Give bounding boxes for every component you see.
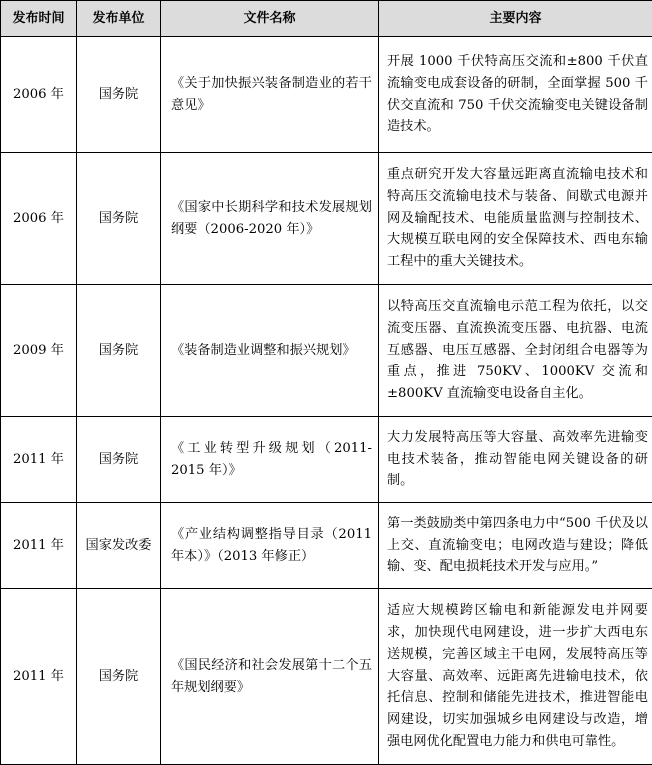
header-content: 主要内容 <box>379 1 652 37</box>
row-document: 《国家中长期科学和技术发展规划纲要（2006-2020 年）》 <box>161 153 379 285</box>
row-publisher: 国务院 <box>77 37 161 153</box>
row-publisher: 国务院 <box>77 417 161 503</box>
row-content: 第一类鼓励类中第四条电力中“500 千伏及以上交、直流输变电；电网改造与建设；降低输、变、配电损耗技术开发与应用。” <box>379 503 652 589</box>
row-document: 《工业转型升级规划（2011-2015 年）》 <box>161 417 379 503</box>
table-row <box>1 37 652 153</box>
row-document: 《国民经济和社会发展第十二个五年规划纲要》 <box>161 589 379 765</box>
row-publisher: 国务院 <box>77 153 161 285</box>
table-row <box>1 503 652 589</box>
header-publisher: 发布单位 <box>77 1 161 37</box>
header-date: 发布时间 <box>1 1 77 37</box>
table-row <box>1 153 652 285</box>
row-publisher: 国家发改委 <box>77 503 161 589</box>
row-content: 适应大规模跨区输电和新能源发电并网要求，加快现代电网建设，进一步扩大西电东送规模，完善区域主干电网，发展特高压等大容量、高效率、远距离先进输电技术，依托信息、控制和储能先进技术，推进智能电网建设，切实加强城乡电网建设与改造，增强电网优化配置电力能力和供电可靠性。 <box>379 589 652 765</box>
table-row <box>1 285 652 417</box>
table-row <box>1 589 652 765</box>
row-date: 2011 年 <box>1 417 77 503</box>
row-content: 重点研究开发大容量远距离直流输电技术和特高压交流输电技术与装备、间歇式电源并网及输配技术、电能质量监测与控制技术、大规模互联电网的安全保障技术、西电东输工程中的重大关键技术。 <box>379 153 652 285</box>
row-content: 开展 1000 千伏特高压交流和±800 千伏直流输变电成套设备的研制，全面掌握 500 千伏交直流和 750 千伏交流输变电关键设备制造技术。 <box>379 37 652 153</box>
row-content: 以特高压交直流输电示范工程为依托，以交流变压器、直流换流变压器、电抗器、电流互感器、电压互感器、全封闭组合电器等为重点，推进 750KV、1000KV 交流和±800KV 直流输变电设备自主化。 <box>379 285 652 417</box>
row-document: 《关于加快振兴装备制造业的若干意见》 <box>161 37 379 153</box>
row-date: 2006 年 <box>1 37 77 153</box>
row-date: 2011 年 <box>1 503 77 589</box>
row-publisher: 国务院 <box>77 589 161 765</box>
table-row <box>1 417 652 503</box>
row-date: 2011 年 <box>1 589 77 765</box>
row-document: 《装备制造业调整和振兴规划》 <box>161 285 379 417</box>
row-date: 2009 年 <box>1 285 77 417</box>
header-row <box>1 1 652 37</box>
row-document: 《产业结构调整指导目录（2011 年本）》（2013 年修正） <box>161 503 379 589</box>
row-content: 大力发展特高压等大容量、高效率先进输变电技术装备，推动智能电网关键设备的研制。 <box>379 417 652 503</box>
row-date: 2006 年 <box>1 153 77 285</box>
header-document: 文件名称 <box>161 1 379 37</box>
row-publisher: 国务院 <box>77 285 161 417</box>
